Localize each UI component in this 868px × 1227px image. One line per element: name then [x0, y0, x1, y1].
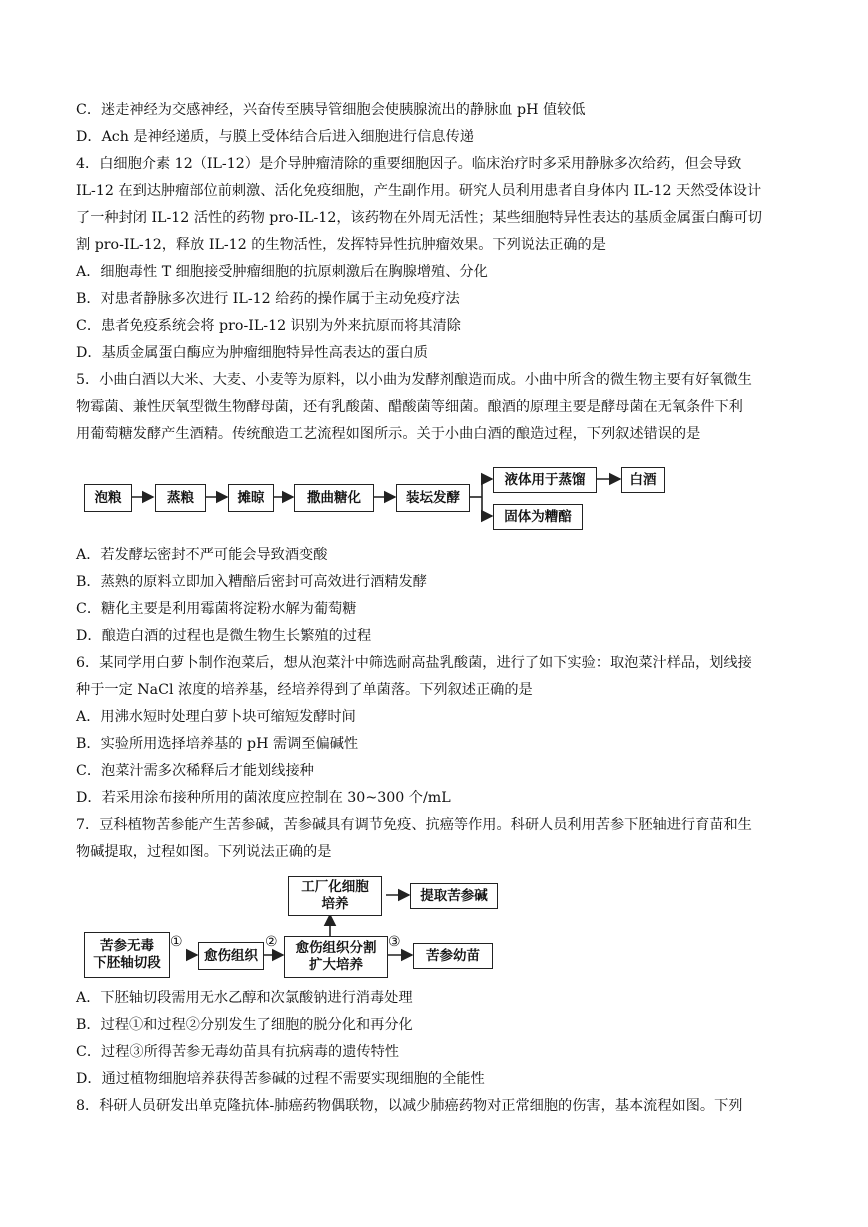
- flow1-box-saccharify: 撒曲糖化: [294, 484, 374, 512]
- flow1-box-ferment: 装坛发酵: [396, 484, 470, 512]
- option-b-q4: B．对患者静脉多次进行 IL-12 给药的操作属于主动免疫疗法: [76, 291, 460, 307]
- option-b-q7: B．过程①和过程②分别发生了细胞的脱分化和再分化: [76, 1017, 413, 1033]
- option-a-q7: A．下胚轴切段需用无水乙醇和次氯酸钠进行消毒处理: [76, 990, 413, 1006]
- option-b-q6: B．实验所用选择培养基的 pH 需调至偏碱性: [76, 736, 359, 752]
- question-5-line3: 用葡萄糖发酵产生酒精。传统酿造工艺流程如图所示。关于小曲白酒的酿造过程，下列叙述错误的是: [76, 426, 701, 442]
- flow1-box-baijiu: 白酒: [621, 467, 665, 493]
- option-a-q4: A．细胞毒性 T 细胞接受肿瘤细胞的抗原刺激后在胸腺增殖、分化: [76, 264, 488, 280]
- flow2-box-callus: 愈伤组织: [198, 942, 264, 970]
- question-7-line1: 7．豆科植物苦参能产生苦参碱，苦参碱具有调节免疫、抗癌等作用。科研人员利用苦参下胚轴进行育苗和生: [76, 817, 752, 833]
- option-d-q4: D．基质金属蛋白酶应为肿瘤细胞特异性高表达的蛋白质: [76, 345, 428, 361]
- flow2-box-seedling: 苦参幼苗: [413, 943, 493, 969]
- question-5-line2: 物霉菌、兼性厌氧型微生物酵母菌，还有乳酸菌、醋酸菌等细菌。酿酒的原理主要是酵母菌在无氧条件下利: [76, 399, 743, 415]
- question-4-line2: IL-12 在到达肿瘤部位前刺激、活化免疫细胞，产生副作用。研究人员利用患者自身体内 IL-12 天然受体设计: [76, 183, 762, 199]
- flow2-step-1: ①: [170, 934, 183, 950]
- option-b-q5: B．蒸熟的原料立即加入糟醅后密封可高效进行酒精发酵: [76, 574, 427, 590]
- option-c-q4: C．患者免疫系统会将 pro-IL-12 识别为外来抗原而将其清除: [76, 318, 461, 334]
- flow2-step-2: ②: [265, 934, 278, 950]
- question-6-line2: 种于一定 NaCl 浓度的培养基，经培养得到了单菌落。下列叙述正确的是: [76, 682, 533, 698]
- option-a-q5: A．若发酵坛密封不严可能会导致酒变酸: [76, 547, 328, 563]
- flow1-box-soak: 泡粮: [84, 484, 132, 512]
- flow2-box-split: 愈伤组织分割 扩大培养: [284, 936, 388, 978]
- option-d-q5: D．酿造白酒的过程也是微生物生长繁殖的过程: [76, 628, 372, 644]
- option-d-q3: D．Ach 是神经递质，与膜上受体结合后进入细胞进行信息传递: [76, 129, 474, 145]
- option-c-q3: C．迷走神经为交感神经，兴奋传至胰导管细胞会使胰腺流出的静脉血 pH 值较低: [76, 102, 586, 118]
- question-4-line1: 4．白细胞介素 12（IL-12）是介导肿瘤清除的重要细胞因子。临床治疗时多采用静脉多次给药，但会导致: [76, 156, 742, 172]
- option-c-q7: C．过程③所得苦参无毒幼苗具有抗病毒的遗传特性: [76, 1044, 399, 1060]
- question-5-line1: 5．小曲白酒以大米、大麦、小麦等为原料，以小曲为发酵剂酿造而成。小曲中所含的微生物主要有好氧微生: [76, 372, 752, 388]
- flow2-box-start: 苦参无毒 下胚轴切段: [84, 932, 170, 978]
- question-6-line1: 6．某同学用白萝卜制作泡菜后，想从泡菜汁中筛选耐高盐乳酸菌，进行了如下实验：取泡菜汁样品，划线接: [76, 655, 752, 671]
- question-8-line1: 8．科研人员研发出单克隆抗体-肺癌药物偶联物，以减少肺癌药物对正常细胞的伤害，基本流程如图。下列: [76, 1098, 743, 1114]
- question-7-line2: 物碱提取，过程如图。下列说法正确的是: [76, 844, 332, 860]
- option-c-q6: C．泡菜汁需多次稀释后才能划线接种: [76, 763, 314, 779]
- option-a-q6: A．用沸水短时处理白萝卜块可缩短发酵时间: [76, 709, 356, 725]
- option-d-q7: D．通过植物细胞培养获得苦参碱的过程不需要实现细胞的全能性: [76, 1071, 485, 1087]
- flow1-box-steam: 蒸粮: [155, 484, 206, 512]
- option-d-q6: D．若采用涂布接种所用的菌浓度应控制在 30~300 个/mL: [76, 790, 451, 806]
- flow1-box-cool: 摊晾: [228, 484, 274, 512]
- option-c-q5: C．糖化主要是利用霉菌将淀粉水解为葡萄糖: [76, 601, 357, 617]
- question-4-line3: 了一种封闭 IL-12 活性的药物 pro-IL-12，该药物在外周无活性；某些细胞特异性表达的基质金属蛋白酶可切: [76, 210, 762, 226]
- flow2-box-factory: 工厂化细胞 培养: [288, 876, 382, 916]
- question-4-line4: 割 pro-IL-12，释放 IL-12 的生物活性，发挥特异性抗肿瘤效果。下列说法正确的是: [76, 237, 606, 253]
- flow1-box-liquid: 液体用于蒸馏: [493, 467, 597, 493]
- flow2-step-3: ③: [388, 934, 401, 950]
- flow1-box-solid: 固体为糟醅: [493, 504, 583, 530]
- flow2-box-extract: 提取苦参碱: [410, 883, 498, 909]
